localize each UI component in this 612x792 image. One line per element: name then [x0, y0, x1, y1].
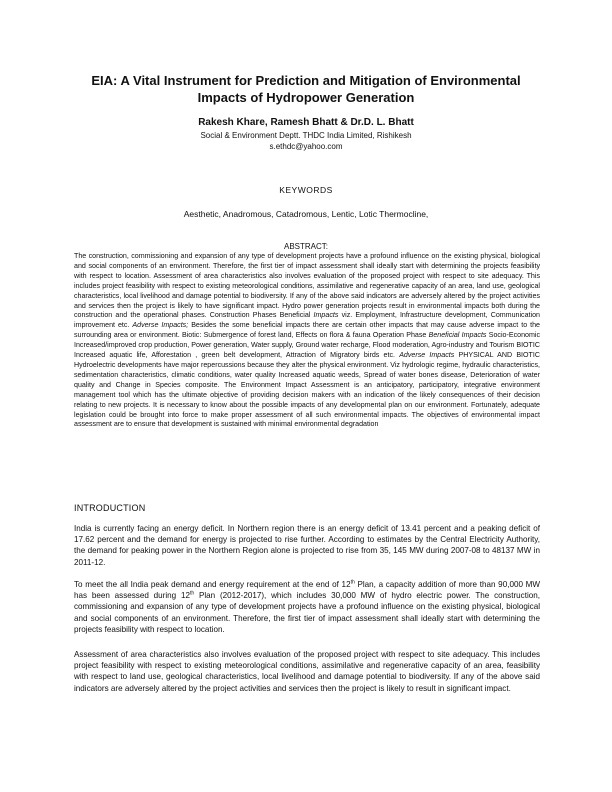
abstract-italic: Adverse Impacts;: [132, 321, 189, 330]
abstract-segment: PHYSICAL AND BIOTIC Hydroelectric developments have major repercussions because they alter the physical environment. Viz hydrologic regime, hydraulic characteristics, sedimentation characteristics, climatic conditions, water quality Increased aquatic weeds, Spread of water bones disease, Deterioration of water quality and Change in Species composite. The Environment Impact Assessment is an anticipatory, participatory, integrative environment management tool which has the ultimate objective of providing decision makers with an indication of the likely consequences of their decision relating to new projects. It is necessary to know about the possible impacts of any developmental plan on our environment. Fortunately, adequate legislation could be brought into force to make proper assessment of all such environmental impacts. The objectives of environmental impact assessment are to ensure that development is sustained with minimal environmental degradation: [74, 351, 540, 429]
superscript-th: th: [189, 590, 195, 597]
author-list: Rakesh Khare, Ramesh Bhatt & Dr.D. L. Bhatt: [198, 117, 414, 128]
abstract-segment: The construction, commissioning and expansion of any type of development projects have a profound influence on the existing physical, biological and social components of an environment. Therefore, the first tier of impact assessment shall ideally start with determining the projects feasibility with respect to location. Assessment of area characteristics also involves evaluation of the proposed project with respect to site adequacy. This includes project feasibility with respect to existing meteorological conditions, assimilative and regenerative capacity of an area, land use, geological characteristics, local livelihood and damage potential to biodiversity. If any of the above said indicators are adversely altered by the project activities and services then the project is likely to have significant impact. Hydro power generation projects result in environmental impacts both during the construction and the operational phases. Construction Phases Beneficial: [74, 252, 540, 320]
abstract-heading: ABSTRACT:: [283, 242, 328, 251]
author-affiliation: Social & Environment Deptt. THDC India Limited, Rishikesh: [200, 131, 412, 140]
intro-paragraph-1: India is currently facing an energy deficit. In Northern region there is an energy deficit of 13.41 percent and a peaking deficit of 17.62 percent and the demand for energy is projected to rise further. According to estimates by the Central Electricity Authority, the demand for peaking power in the Northern Region alone is projected to rise from 35, 145 MW during 2007-08 to 48137 MW in 2011-12.: [74, 524, 540, 567]
keywords-text: Aesthetic, Anadromous, Catadromous, Lentic, Lotic Thermocline,: [183, 209, 429, 219]
intro-p2-text: To meet the all India peak demand and energy requirement at the end of 12: [74, 580, 351, 589]
intro-p2-text: Plan, a capacity addition of more than 90,000 MW has been assessed during 12: [74, 580, 541, 601]
abstract-segment: Besides the some beneficial impacts there are certain other impacts that may cause adverse impact to the surrounding area or environment. Biotic: Submergence of forest land, Effects on flora & fauna Operation Phase: [74, 321, 540, 340]
author-email: s.ethdc@yahoo.com: [269, 142, 343, 151]
paper-title: [60, 72, 552, 106]
title-line-2: Impacts of Hydropower Generation: [197, 90, 415, 105]
title-line-1: EIA: A Vital Instrument for Prediction and Mitigation of Environmental: [91, 73, 521, 88]
abstract-italic: Beneficial Impacts: [428, 331, 487, 340]
introduction-heading: INTRODUCTION: [74, 503, 146, 513]
intro-paragraph-3: Assessment of area characteristics also involves evaluation of the proposed project with respect to site adequacy. This includes project feasibility with respect to existing meteorological conditions, assimilative and regenerative capacity of an area, feasibility with respect to land use, geological characteristics, local livelihood and damage potential to biodiversity. If any of the above said indicators are adversely altered by the project activities and services then the project is likely to result in significant impact.: [74, 650, 540, 693]
intro-p2-text: Plan (2012-2017), which includes 30,000 MW of hydro electric power. The construction, commissioning and expansion of any type of development projects have a profound influence on the existing physical, biological and social components of an environment. Therefore, the first tier of impact assessment shall ideally start with determining the projects feasibility with respect to location.: [74, 591, 540, 634]
superscript-th: th: [350, 579, 355, 586]
keywords-heading: KEYWORDS: [279, 185, 333, 195]
intro-paragraph-2: [74, 579, 540, 635]
abstract-body: [74, 252, 540, 430]
abstract-segment: viz. Employment, Infrastructure development, Communication improvement etc.: [74, 311, 540, 330]
abstract-italic: Impacts: [313, 311, 339, 320]
abstract-segment: Socio-Economic Increased/improved crop production, Power generation, Water supply, Ground water recharge, Flood moderation, Agro-industry and Tourism BIOTIC Increased aquatic life, Afforestation , green belt development, Attraction of Migratory birds etc.: [74, 331, 540, 360]
abstract-italic: Adverse Impacts: [399, 351, 455, 360]
